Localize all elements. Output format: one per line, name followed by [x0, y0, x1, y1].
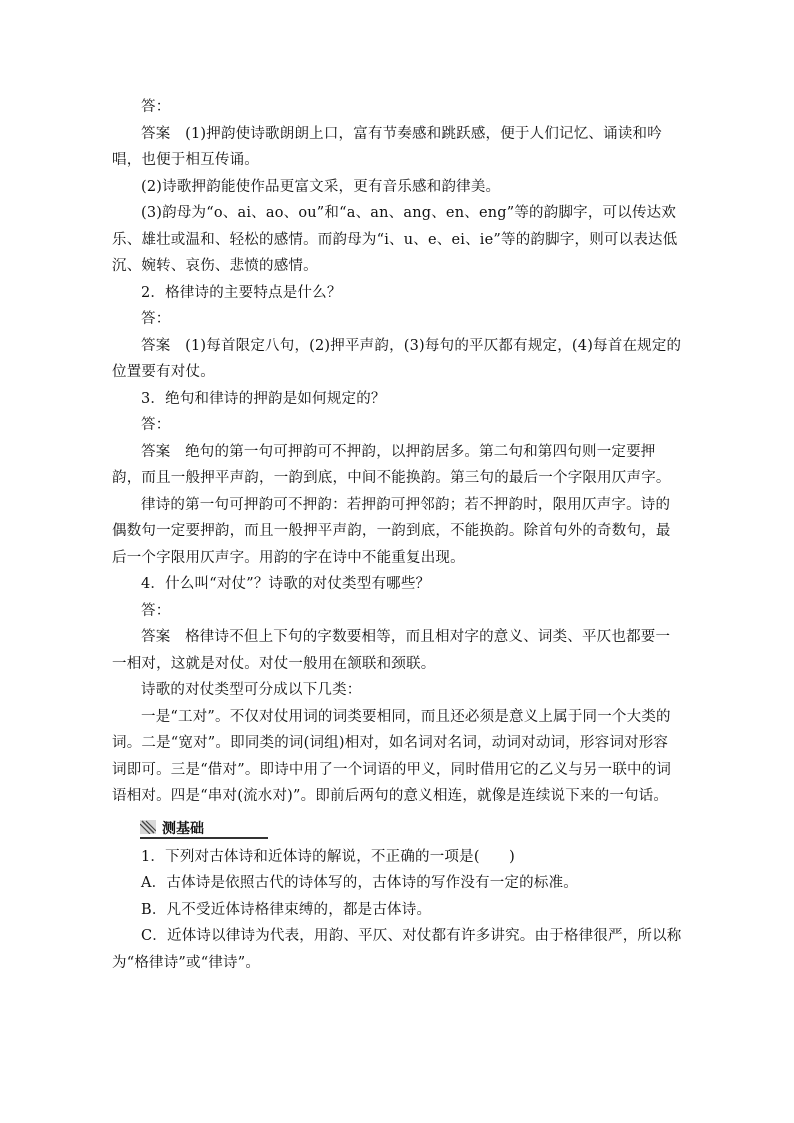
option-b: B．凡不受近体诗格律束缚的，都是古体诗。 [141, 901, 432, 918]
answer-paragraph: 答案 (1)每首限定八句，(2)押平声韵，(3)每句的平仄都有规定，(4)每首在规定的位置要有对仗。 [112, 337, 682, 380]
answer-label: 答： [141, 311, 171, 327]
section-title: 测基础 [162, 820, 204, 837]
question-2: 2．格律诗的主要特点是什么？ [141, 284, 342, 301]
document-page [112, 94, 682, 976]
question-3: 3．绝句和律诗的押韵是如何规定的？ [141, 390, 386, 407]
exercise-question: 1．下列对古体诗和近体诗的解说，不正确的一项是( ) [141, 848, 515, 865]
answer-label: 答： [141, 99, 171, 115]
answer-paragraph: (3)韵母为“o、ai、ao、ou”和“a、an、ang、en、eng”等的韵脚字，可以传达欢乐、雄壮或温和、轻松的感情。而韵母为“i、u、e、ei、ie”等的韵脚字，则可以表达低沉、婉转、哀伤、悲愤的感情。 [112, 205, 678, 274]
question-4: 4．什么叫“对仗”？诗歌的对仗类型有哪些？ [141, 576, 431, 592]
option-a: A．古体诗是依照古代的诗体写的，古体诗的写作没有一定的标准。 [141, 875, 578, 891]
section-stripe-icon [140, 820, 156, 834]
answer-paragraph: 答案 格律诗不但上下句的字数要相等，而且相对字的意义、词类、平仄也都要一一相对，这就是对仗。对仗一般用在颔联和颈联。 [112, 629, 671, 672]
answer-label: 答： [141, 602, 171, 619]
option-c: C．近体诗以律诗为代表，用韵、平仄、对仗都有许多讲究。由于格律很严，所以称为“格律诗”或“律诗”。 [112, 928, 682, 971]
answer-paragraph: 答案 绝句的第一句可押韵可不押韵，以押韵居多。第二句和第四句则一定要押韵，而且一般押平声韵，一韵到底，中间不能换韵。第三句的最后一个字限用仄声字。 [112, 443, 671, 486]
answer-paragraph: 一是“工对”。不仅对仗用词的词类要相同，而且还必须是意义上属于同一个大类的词。二是“宽对”。即同类的词(词组)相对，如名词对名词，动词对动词，形容词对形容词即可。三是“借对”。即诗中用了一个词语的甲义，同时借用它的乙义与另一联中的词语相对。四是“串对(流水对)”。即前后两句的意义相连，就像是连续说下来的一句话。 [112, 708, 672, 804]
answer-label: 答： [141, 417, 171, 433]
section-header [140, 818, 268, 840]
section-rule [140, 837, 268, 839]
answer-paragraph: 律诗的第一句可押韵可不押韵：若押韵可押邻韵；若不押韵时，限用仄声字。诗的偶数句一定要押韵，而且一般押平声韵，一韵到底，不能换韵。除首句外的奇数句，最后一个字限用仄声字。用韵的字在诗中不能重复出现。 [112, 496, 671, 566]
answer-paragraph: 答案 (1)押韵使诗歌朗朗上口，富有节奏感和跳跃感，便于人们记忆、诵读和吟唱，也便于相互传诵。 [112, 125, 662, 168]
answer-paragraph: 诗歌的对仗类型可分成以下几类： [141, 682, 362, 698]
answer-paragraph: (2)诗歌押韵能使作品更富文采，更有音乐感和韵律美。 [141, 178, 501, 195]
